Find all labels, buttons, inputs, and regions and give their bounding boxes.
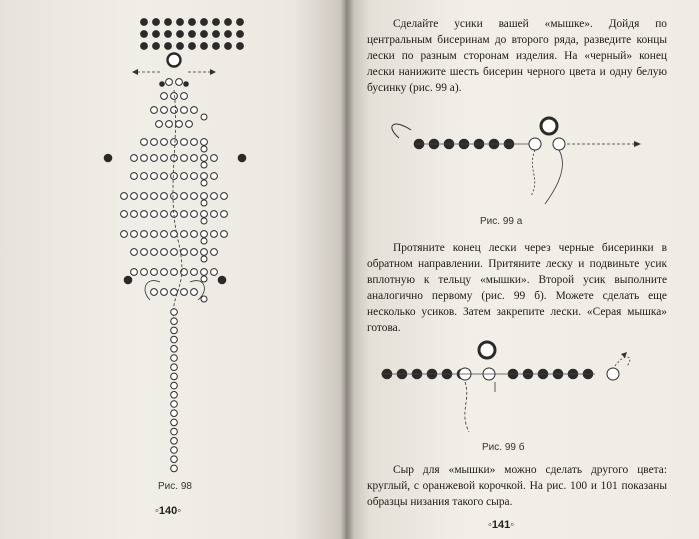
white-bead	[141, 211, 148, 218]
white-bead	[151, 193, 158, 200]
tail-bead	[171, 456, 178, 463]
black-bead	[164, 18, 171, 25]
white-bead	[181, 231, 188, 238]
paragraph-3: Сыр для «мышки» можно сделать другого цвета: круглый, с оранжевой корочкой. На рис. 100 и 101 показаны образцы низания такого сыра.	[367, 464, 667, 508]
black-bead	[212, 42, 219, 49]
white-bead	[191, 139, 198, 146]
large-white-bead	[479, 342, 495, 358]
arrow-head	[634, 141, 641, 147]
white-bead	[191, 107, 198, 114]
white-bead	[131, 231, 138, 238]
black-bead	[152, 30, 159, 37]
white-bead	[201, 155, 208, 162]
white-bead	[201, 193, 208, 200]
black-bead	[224, 18, 231, 25]
white-bead	[529, 138, 541, 150]
white-bead	[201, 276, 207, 282]
white-bead	[171, 193, 178, 200]
white-bead	[166, 79, 173, 86]
tail-bead	[171, 428, 178, 435]
left-page-number	[155, 505, 181, 517]
white-bead	[131, 211, 138, 218]
tail-bead	[171, 465, 178, 472]
black-bead	[236, 30, 243, 37]
white-bead	[201, 200, 207, 206]
white-bead	[211, 211, 218, 218]
white-bead	[191, 289, 198, 296]
white-bead	[151, 155, 158, 162]
white-bead	[161, 173, 168, 180]
page-number-ornament-right: ◦	[510, 519, 515, 531]
thread-curl	[392, 124, 411, 138]
large-white-bead	[541, 118, 557, 134]
white-bead	[221, 211, 228, 218]
white-bead	[171, 269, 178, 276]
thread-path	[465, 382, 469, 432]
tail-bead	[171, 327, 178, 334]
white-bead	[161, 249, 168, 256]
white-bead	[151, 173, 158, 180]
white-bead	[201, 146, 207, 152]
tail-bead	[171, 364, 178, 371]
white-bead	[201, 296, 207, 302]
white-bead	[181, 139, 188, 146]
white-bead	[201, 269, 208, 276]
white-bead	[553, 138, 565, 150]
page-number-ornament-left: ◦	[155, 505, 159, 517]
page-number-ornament-right: ◦	[177, 505, 182, 517]
white-bead	[211, 173, 218, 180]
black-bead	[224, 42, 231, 49]
white-bead	[161, 231, 168, 238]
white-bead	[201, 238, 207, 244]
white-bead	[161, 107, 168, 114]
black-paw-bead	[124, 276, 132, 284]
white-bead	[131, 155, 138, 162]
white-bead	[151, 249, 158, 256]
right-page	[345, 0, 699, 539]
white-bead	[171, 93, 178, 100]
white-bead	[161, 155, 168, 162]
white-bead	[191, 173, 198, 180]
tail-bead	[171, 355, 178, 362]
white-bead	[221, 231, 228, 238]
white-bead	[161, 139, 168, 146]
white-bead	[201, 114, 207, 120]
white-bead	[186, 121, 193, 128]
left-page	[0, 0, 345, 539]
black-bead	[200, 18, 207, 25]
white-bead	[201, 162, 207, 168]
arrow-head	[132, 69, 138, 75]
white-bead	[176, 79, 183, 86]
white-bead	[121, 193, 128, 200]
white-bead	[131, 249, 138, 256]
white-bead	[191, 155, 198, 162]
page-number-text: 140	[158, 505, 178, 517]
white-bead	[131, 269, 138, 276]
black-bead	[212, 30, 219, 37]
white-bead	[181, 249, 188, 256]
black-bead	[212, 18, 219, 25]
arrow-head	[210, 69, 216, 75]
black-bead	[152, 42, 159, 49]
white-bead	[131, 193, 138, 200]
white-bead	[201, 173, 208, 180]
tail-bead	[171, 447, 178, 454]
page-number-ornament-left: ◦	[488, 519, 492, 531]
thread-path	[531, 150, 535, 196]
tail-bead	[171, 382, 178, 389]
white-bead	[181, 107, 188, 114]
white-bead	[181, 211, 188, 218]
white-bead	[121, 211, 128, 218]
white-bead	[141, 269, 148, 276]
tail-bead	[171, 318, 178, 325]
tail-bead	[171, 373, 178, 380]
tail-bead	[171, 401, 178, 408]
white-bead	[131, 173, 138, 180]
tail-bead	[171, 419, 178, 426]
white-bead	[161, 289, 168, 296]
white-bead	[161, 211, 168, 218]
white-bead	[176, 121, 183, 128]
black-bead	[140, 18, 147, 25]
white-bead	[181, 93, 188, 100]
black-bead	[188, 18, 195, 25]
white-bead	[221, 193, 228, 200]
white-bead	[181, 155, 188, 162]
white-bead	[171, 173, 178, 180]
black-bead	[200, 42, 207, 49]
tail-bead	[171, 392, 178, 399]
figure-98-beading-diagram	[0, 0, 345, 539]
white-bead	[201, 256, 207, 262]
white-bead	[151, 139, 158, 146]
black-paw-bead	[238, 154, 246, 162]
white-bead	[211, 155, 218, 162]
thread-loop	[615, 357, 630, 366]
paragraph-2: Протяните конец лески через черные бисеринки в обратном направлении. Притяните леску и подвиньте усик вплотную к тельцу «мышки». Второй усик выполните аналогично первому (рис. 99 б). Можете сделать еще несколько усиков. Затем закрепите лески. «Серая мышка» готова.	[367, 242, 667, 334]
white-bead	[141, 249, 148, 256]
white-bead	[181, 289, 188, 296]
black-bead	[188, 42, 195, 49]
white-bead	[151, 231, 158, 238]
black-bead	[176, 18, 183, 25]
white-bead	[141, 139, 148, 146]
white-bead	[171, 107, 178, 114]
tail-bead	[171, 336, 178, 343]
white-bead	[171, 139, 178, 146]
tail-bead	[171, 346, 178, 353]
white-bead	[191, 231, 198, 238]
white-bead	[191, 249, 198, 256]
black-bead	[176, 42, 183, 49]
white-bead	[171, 249, 178, 256]
white-bead	[141, 231, 148, 238]
figure-98-caption: Рис. 98	[158, 481, 192, 492]
white-bead	[166, 121, 173, 128]
black-bead	[188, 30, 195, 37]
white-bead	[161, 269, 168, 276]
black-bead	[164, 30, 171, 37]
white-bead	[181, 173, 188, 180]
black-bead	[160, 82, 165, 87]
black-bead	[176, 30, 183, 37]
tail-bead	[171, 410, 178, 417]
white-bead	[607, 368, 619, 380]
page-number-text: 141	[491, 519, 511, 531]
white-bead	[156, 121, 163, 128]
white-bead	[191, 211, 198, 218]
white-bead	[151, 107, 158, 114]
white-bead	[201, 180, 207, 186]
white-bead	[141, 155, 148, 162]
white-bead	[201, 139, 208, 146]
black-bead	[140, 30, 147, 37]
black-bead	[224, 30, 231, 37]
white-bead	[211, 231, 218, 238]
figure-99a-caption: Рис. 99 а	[480, 216, 523, 227]
white-bead	[191, 193, 198, 200]
white-bead	[181, 193, 188, 200]
black-bead	[152, 18, 159, 25]
black-bead	[184, 82, 189, 87]
black-bead	[140, 42, 147, 49]
white-bead	[191, 269, 198, 276]
white-bead	[201, 231, 208, 238]
white-bead	[211, 269, 218, 276]
white-bead	[161, 193, 168, 200]
white-bead	[151, 269, 158, 276]
white-bead	[151, 211, 158, 218]
tail-bead	[171, 309, 178, 316]
white-bead	[201, 249, 208, 256]
figure-99b-caption: Рис. 99 б	[482, 442, 525, 453]
right-page-number	[488, 519, 514, 531]
black-bead	[200, 30, 207, 37]
white-bead	[211, 193, 218, 200]
white-bead	[151, 289, 158, 296]
white-bead	[201, 218, 207, 224]
large-white-bead	[168, 54, 181, 67]
tail-bead	[171, 438, 178, 445]
black-bead	[236, 18, 243, 25]
white-bead	[201, 211, 208, 218]
arrow-head	[621, 352, 627, 358]
black-paw-bead	[218, 276, 226, 284]
black-bead	[236, 42, 243, 49]
white-bead	[211, 249, 218, 256]
thread-path	[545, 150, 562, 204]
black-paw-bead	[104, 154, 112, 162]
white-bead	[161, 93, 168, 100]
white-bead	[141, 193, 148, 200]
paragraph-1: Сделайте усики вашей «мышке». Дойдя по центральным бисеринам до второго ряда, разведите концы лески по разным сторонам изделия. На «черный» конец лески нанижите шесть бисерин черного цвета и одну белую бусинку (рис. 99 а).	[367, 18, 667, 94]
white-bead	[121, 231, 128, 238]
black-bead	[164, 42, 171, 49]
white-bead	[141, 173, 148, 180]
